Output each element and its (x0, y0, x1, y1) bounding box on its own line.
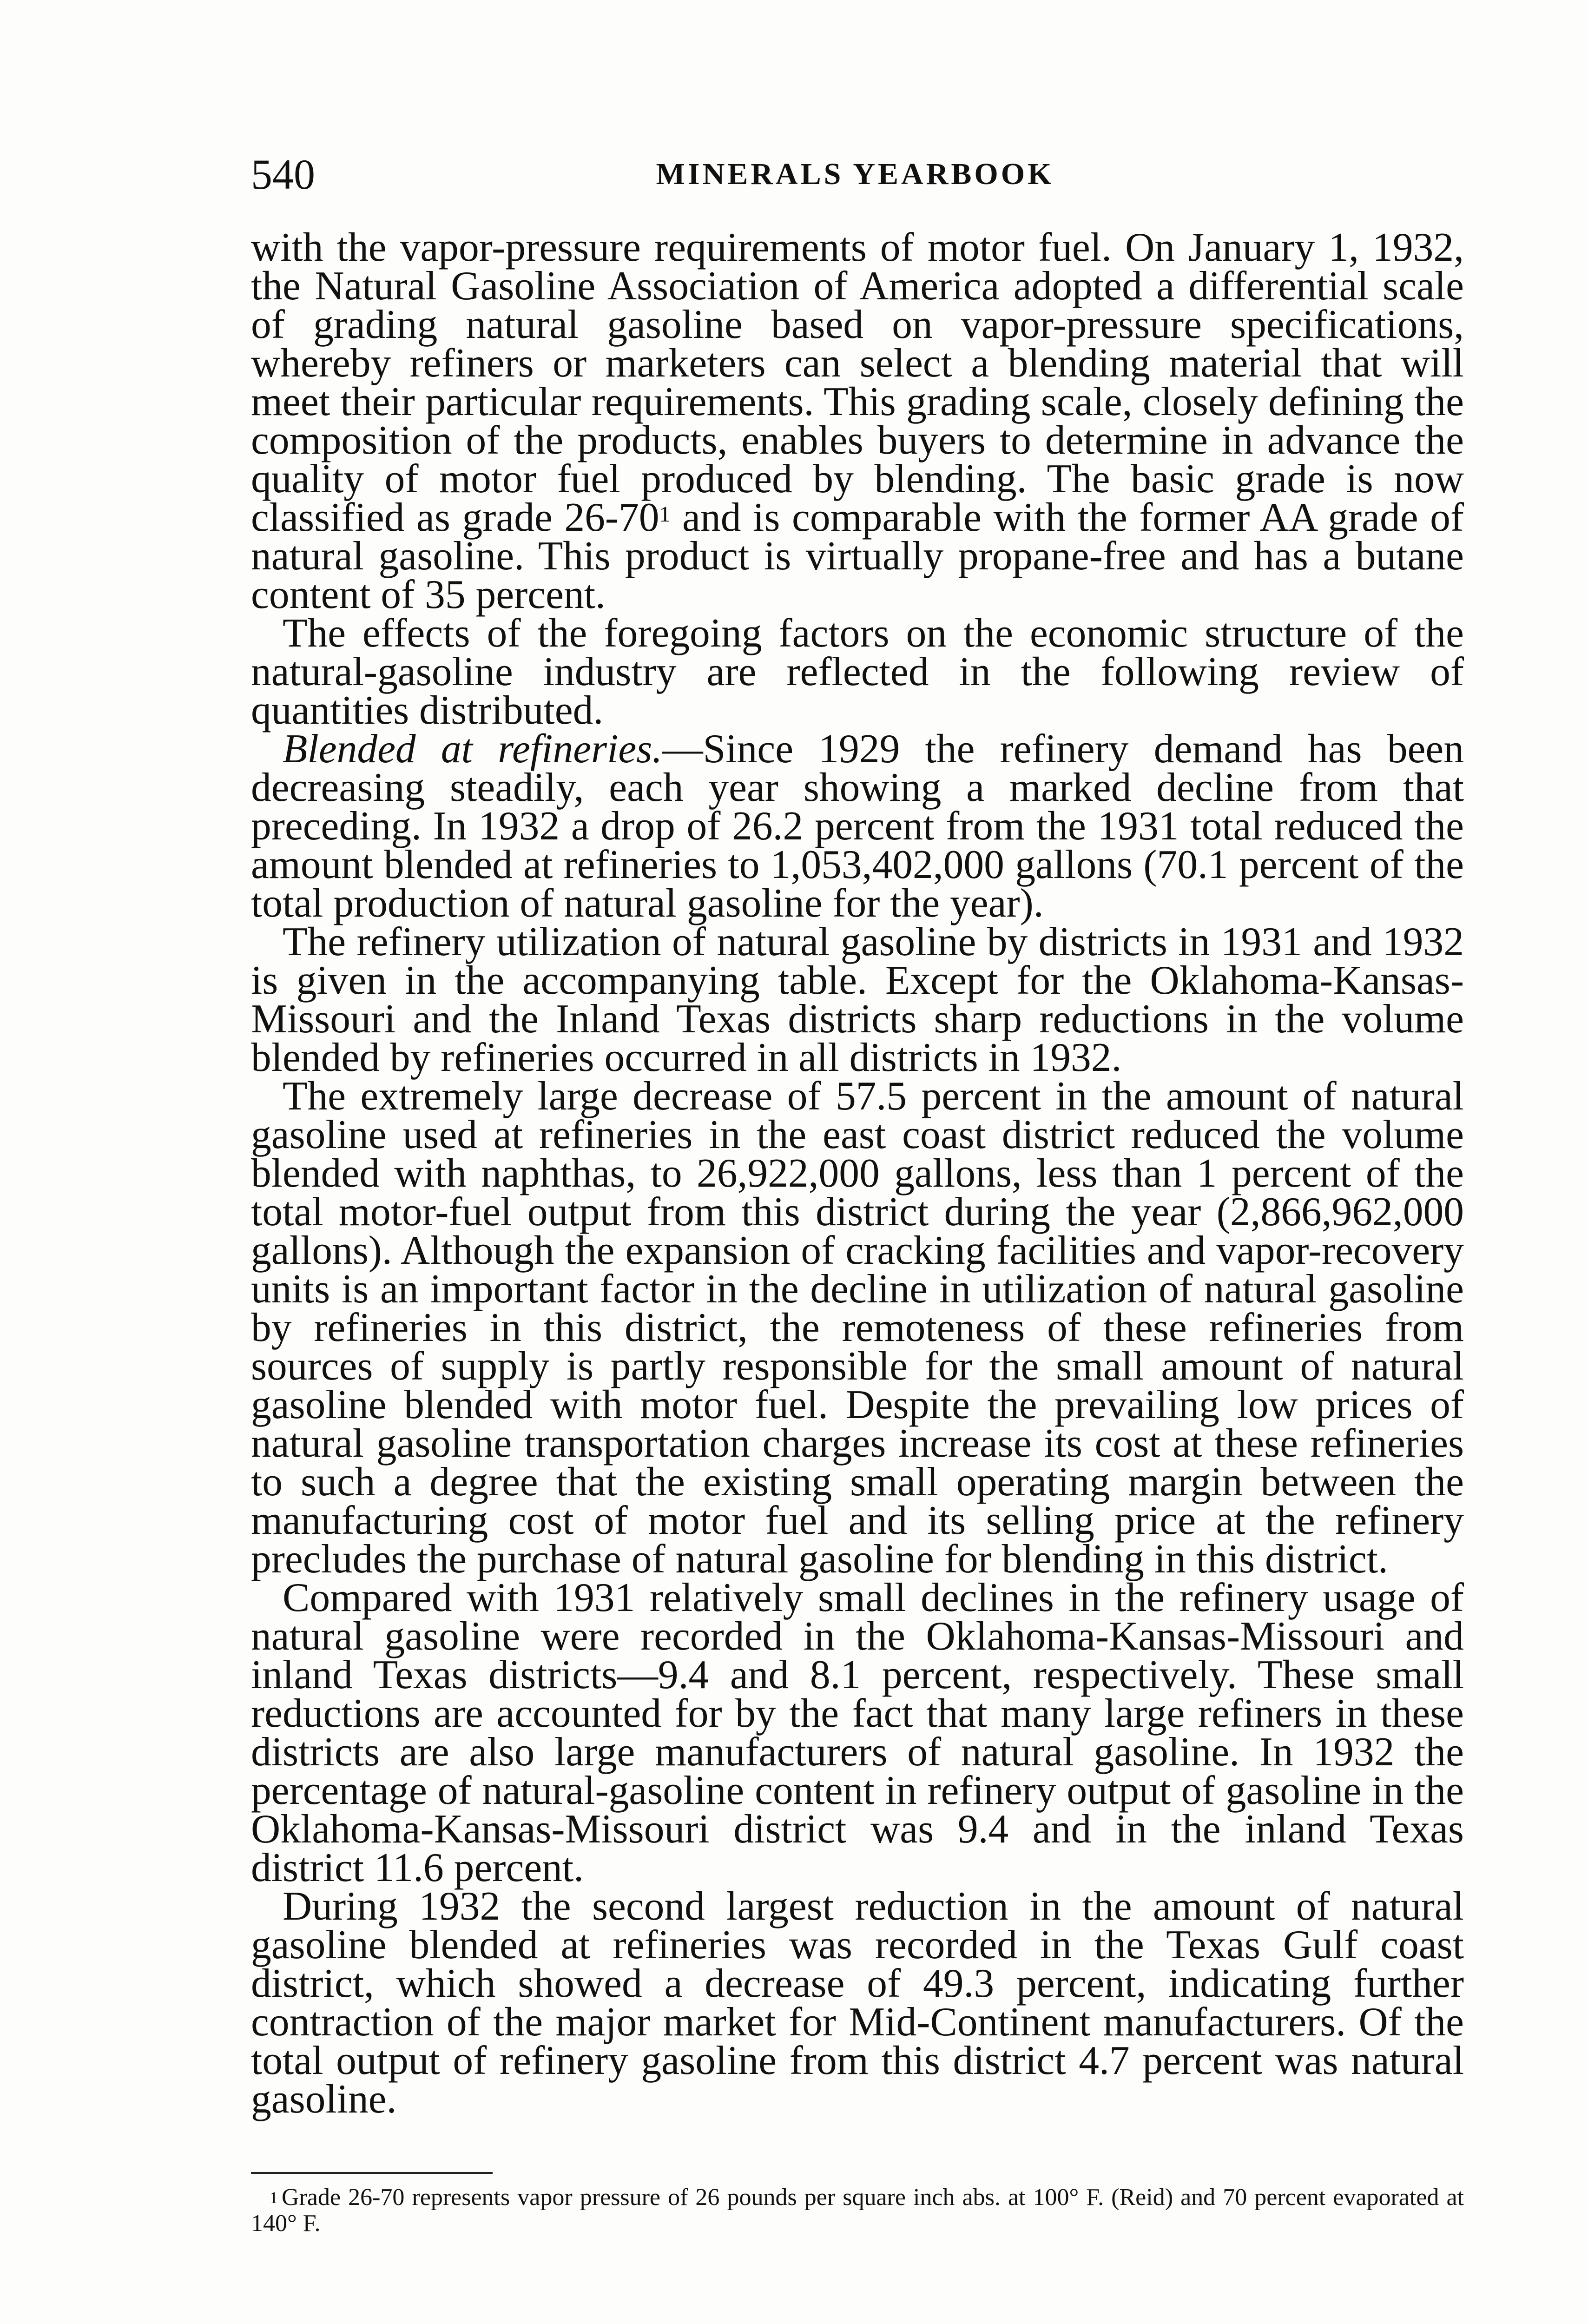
paragraph-7: During 1932 the second largest reduction in the amount of natural gasoline blended at refineries was recorded in the Texas Gulf coast district, which showed a decrease of 49.3 percent, indicating further contraction of the major market for Mid-Continent manufacturers. Of the total output of refinery gasoline from this district 4.7 percent was natural gasoline. (251, 1883, 1464, 2121)
paragraph-1 (251, 224, 1464, 617)
footnote-text: Grade 26-70 represents vapor pressure of 26 pounds per square inch abs. at 100° F. (Reid) and 70 percent evaporated at 140° F. (251, 2184, 1464, 2237)
paragraph-3 (251, 726, 1464, 925)
page-header (251, 149, 1459, 200)
footnote-reference: 1 (659, 502, 671, 527)
paragraph-1-tail: and is comparable with the former AA grade of natural gasoline. This product is virtually propane-free and has a butane content of 35 percent. (251, 495, 1464, 617)
paragraph-4: The refinery utilization of natural gasoline by districts in 1931 and 1932 is given in the accompanying table. Except for the Oklahoma-Kansas-Missouri and the Inland Texas districts sharp reductions in the volume blended by refineries occurred in all districts in 1932. (251, 919, 1464, 1080)
paragraph-2: The effects of the foregoing factors on the economic structure of the natural-gasoline industry are reflected in the following review of quantities distributed. (251, 610, 1464, 733)
paragraph-6: Compared with 1931 relatively small declines in the refinery usage of natural gasoline were recorded in the Oklahoma-Kansas-Missouri and inland Texas districts—9.4 and 8.1 percent, respectively. These small reductions are accounted for by the fact that many large refiners in these districts are also large manufacturers of natural gasoline. In 1932 the percentage of natural-gasoline content in refinery output of gasoline in the Oklahoma-Kansas-Missouri district was 9.4 and in the inland Texas district 11.6 percent. (251, 1575, 1464, 1890)
body-text (251, 224, 1464, 2121)
section-run-in-heading: Blended at refineries. (283, 726, 663, 771)
paragraph-1-text: with the vapor-pressure requirements of motor fuel. On January 1, 1932, the Natural Gasoline Association of America adopted a differential scale of grading natural gasoline based on vapor-pressure specifications, whereby refiners or marketers can select a blending material that will meet their particular requirements. This grading scale, closely defining the composition of the products, enables buyers to determine in advance the quality of motor fuel produced by blending. The basic grade is now classified as grade 26-70 (251, 224, 1464, 540)
paragraph-3-text: —Since 1929 the refinery demand has been decreasing steadily, each year showing a marked decline from that preceding. In 1932 a drop of 26.2 percent from the 1931 total reduced the amount blended at refineries to 1,053,402,000 gallons (70.1 percent of the total production of natural gasoline for the year). (251, 726, 1464, 925)
page-number: 540 (251, 151, 315, 198)
footnote (251, 2185, 1464, 2237)
footnote-divider (251, 2172, 493, 2174)
running-title: MINERALS YEARBOOK (656, 157, 1054, 191)
paragraph-5: The extremely large decrease of 57.5 percent in the amount of natural gasoline used at refineries in the east coast district reduced the volume blended with naphthas, to 26,922,000 gallons, less than 1 percent of the total motor-fuel output from this district during the year (2,866,962,000 gallons). Although the expansion of cracking facilities and vapor-recovery units is an important factor in the decline in utilization of natural gasoline by refineries in this district, the remoteness of these refineries from sources of supply is partly responsible for the small amount of natural gasoline blended with motor fuel. Despite the prevailing low prices of natural gasoline transportation charges increase its cost at these refineries to such a degree that the existing small operating margin between the manufacturing cost of motor fuel and its selling price at the refinery precludes the purchase of natural gasoline for blending in this district. (251, 1073, 1464, 1581)
footnote-marker: 1 (270, 2188, 278, 2207)
